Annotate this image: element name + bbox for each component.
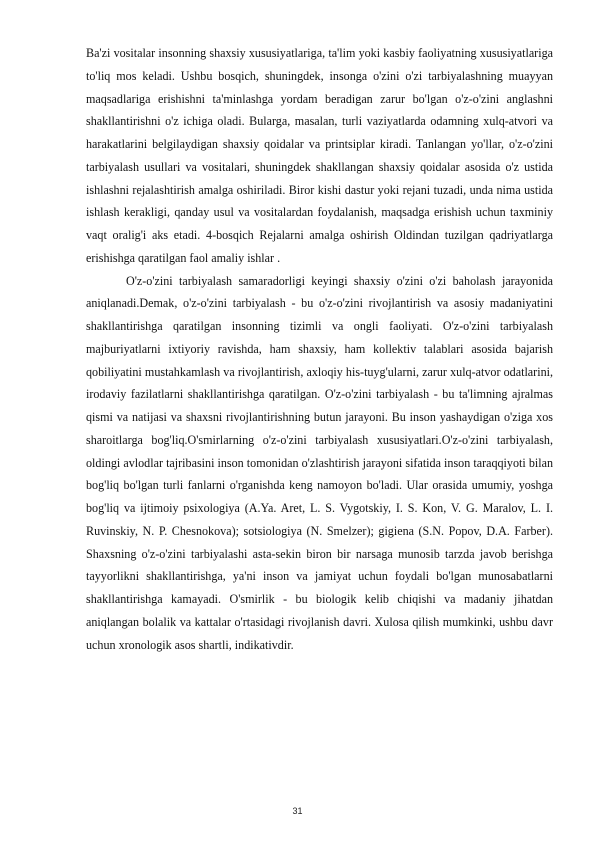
- paragraph-2: O'z-o'zini tarbiyalash samaradorligi keyingi shaxsiy o'zini o'zi baholash jarayonida aniqlanadi.Demak, o'z-o'zini tarbiyalash - bu o'z-o'zini rivojlantirish va asosiy madaniyatini shakllantirishga qaratilgan insonning tizimli va ongli faoliyati. O'z-o'zini tarbiyalash majburiyatlarni ixtiyoriy ravishda, ham shaxsiy, ham kollektiv talablari asosida bajarish qobiliyatini mustahkamlash va rivojlantirish, axloqiy his-tuyg'ularni, zarur xulq-atvor odatlarini, irodaviy fazilatlarni shakllantirishga qaratilgan. O'z-o'zini tarbiyalash - bu ta'limning ajralmas qismi va natijasi va shaxsni rivojlantirishning butun jarayoni. Bu inson yashaydigan o'ziga xos sharoitlarga bog'liq.O'smirlarning o'z-o'zini tarbiyalash xususiyatlari.O'z-o'zini tarbiyalash, oldingi avlodlar tajribasini inson tomonidan o'zlashtirish jarayoni sifatida inson taraqqiyoti bilan bog'liq bo'lgan turli fanlarni o'rganishda keng namoyon bo'ladi. Ular orasida umumiy, yoshga bog'liq va ijtimoiy psixologiya (A.Ya. Aret, L. S. Vygotskiy, I. S. Kon, V. G. Maralov, L. I. Ruvinskiy, N. P. Chesnokova); sotsiologiya (N. Smelzer); gigiena (S.N. Popov, D.A. Farber). Shaxsning o'z-o'zini tarbiyalashi asta-sekin biron bir narsaga munosib tarzda javob berishga tayyorlikni shakllantirishga, ya'ni inson va jamiyat uchun foydali bo'lgan munosabatlarni shakllantirishga kamayadi. O'smirlik - bu biologik kelib chiqishi va madaniy jihatdan aniqlangan bolalik va kattalar o'rtasidagi rivojlanish davri. Xulosa qilish mumkinki, ushbu davr uchun xronologik asos shartli, indikativdir.: [86, 273, 553, 652]
- body-text: [86, 42, 553, 656]
- paragraph-1: Ba'zi vositalar insonning shaxsiy xususiyatlariga, ta'lim yoki kasbiy faoliyatning xususiyatlariga to'liq mos keladi. Ushbu bosqich, shuningdek, insonga o'zini o'zi tarbiyalashning muayyan maqsadlariga erishishni ta'minlashga yordam beradigan zarur bo'lgan o'z-o'zini anglashni shakllantirishni o'z ichiga oladi. Bularga, masalan, turli vaziyatlarda odamning xulq-atvori va harakatlarini belgilaydigan shaxsiy qoidalar va printsiplar kiradi. Tanlangan yo'llar, o'z-o'zini tarbiyalash usullari va vositalari, shuningdek shakllangan shaxsiy qoidalar asosida o'z ustida ishlashni rejalashtirish amalga oshiriladi. Biror kishi dastur yoki rejani tuzadi, unda nima ustida ishlash kerakligi, qanday usul va vositalardan foydalanish, maqsadga erishish uchun taxminiy vaqt oralig'i aks etadi. 4-bosqich Rejalarni amalga oshirish Oldindan tuzilgan qadriyatlarga erishishga qaratilgan faol amaliy ishlar .: [86, 46, 553, 265]
- page-number: 31: [292, 806, 303, 816]
